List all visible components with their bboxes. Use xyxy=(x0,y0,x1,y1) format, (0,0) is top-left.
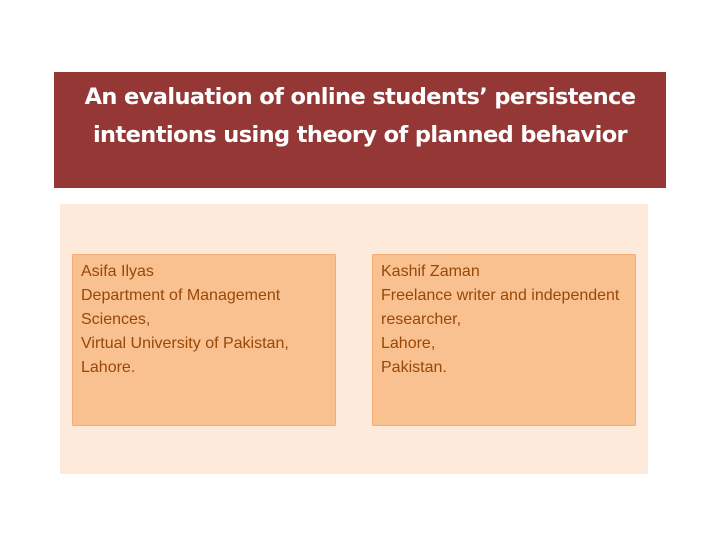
author-institution: Virtual University of Pakistan, xyxy=(81,335,289,352)
slide-title xyxy=(54,78,666,154)
slide-title-line-2: intentions using theory of planned behavior xyxy=(92,122,628,148)
author-city: Lahore, xyxy=(381,335,436,352)
author-card-asifa-ilyas xyxy=(72,254,336,426)
author-name: Kashif Zaman xyxy=(381,263,480,280)
author-department: Department of Management Sciences, xyxy=(81,287,281,328)
title-banner xyxy=(54,72,666,188)
author-card-kashif-zaman xyxy=(372,254,636,426)
author-city: Lahore. xyxy=(81,359,136,376)
author-role: Freelance writer and independent researcher, xyxy=(381,287,620,328)
author-name: Asifa Ilyas xyxy=(81,263,154,280)
slide-title-line-1: An evaluation of online students’ persistence xyxy=(84,84,636,110)
author-country: Pakistan. xyxy=(381,359,447,376)
